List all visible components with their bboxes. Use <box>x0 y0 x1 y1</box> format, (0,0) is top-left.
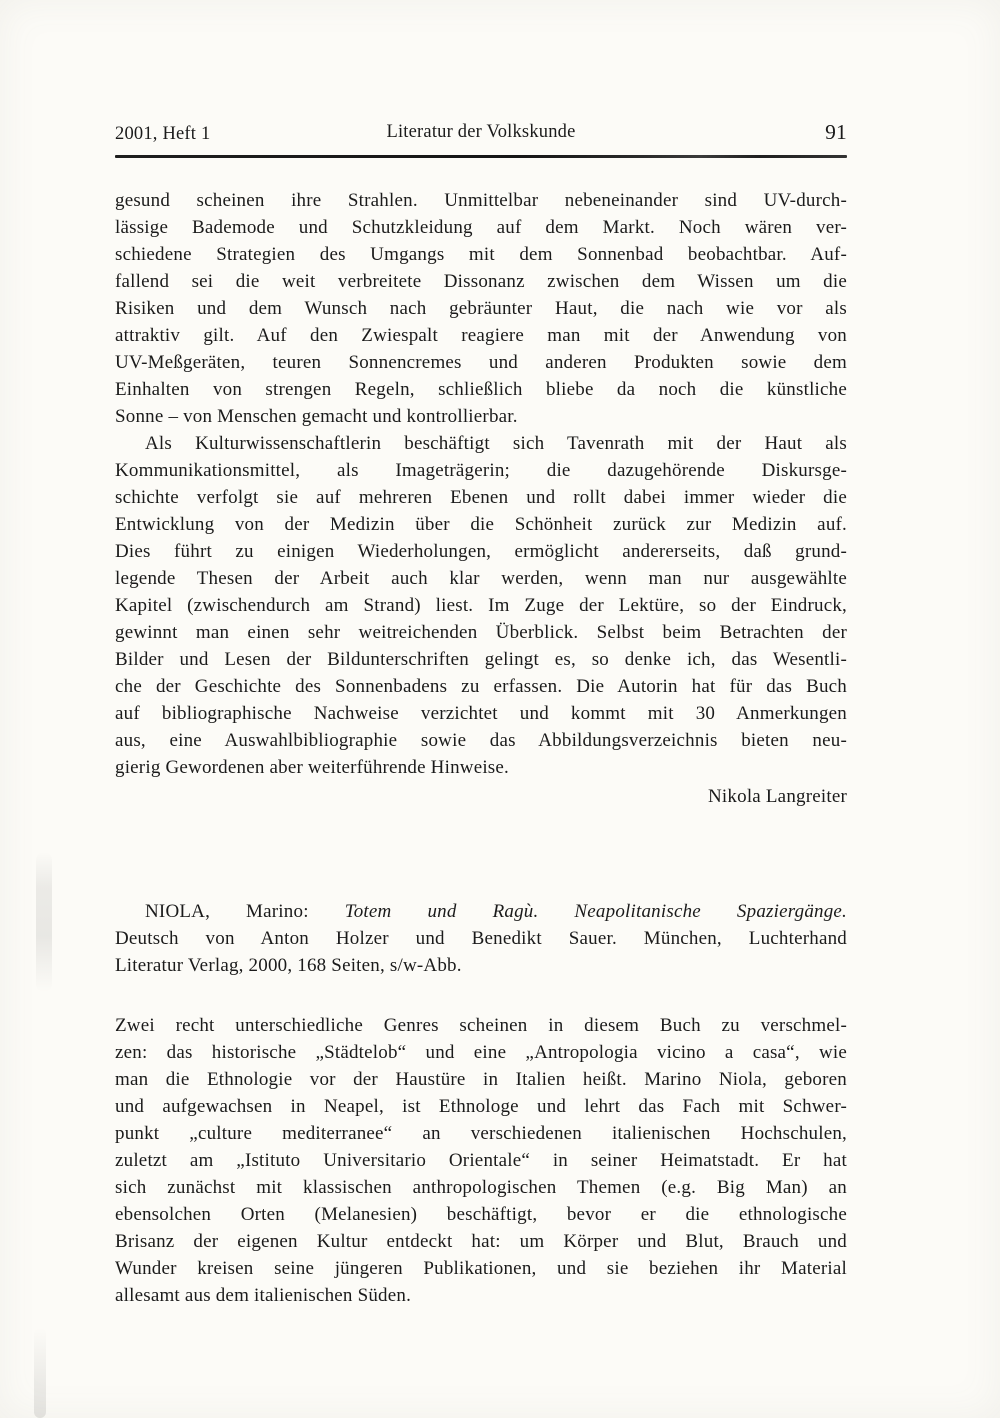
book-title-italic: Totem und Ragù. Neapolitanische Spaziergänge. <box>344 901 847 922</box>
text-line: zuletzt am „Istituto Universitario Orientale“ in seiner Heimatstadt. Er hat <box>115 1150 847 1171</box>
text-line: Zwei recht unterschiedliche Genres scheinen in diesem Buch zu verschmel- <box>115 1015 847 1036</box>
text-line: fallend sei die weit verbreitete Dissonanz zwischen dem Wissen um die <box>115 271 847 292</box>
text-line: Deutsch von Anton Holzer und Benedikt Sauer. München, Luchterhand <box>115 928 847 949</box>
text-line: attraktiv gilt. Auf den Zwiespalt reagiere man mit der Anwendung von <box>115 325 847 346</box>
reviewer-signature: Nikola Langreiter <box>708 786 847 807</box>
text-segment: NIOLA, Marino: <box>145 901 345 922</box>
review-paragraph-continuation <box>115 187 847 430</box>
text-line: legende Thesen der Arbeit auch klar werden, wenn man nur ausgewählte <box>115 568 847 589</box>
text-line: Entwicklung von der Medizin über die Schönheit zurück zur Medizin auf. <box>115 514 847 535</box>
text-line: schichte verfolgt sie auf mehreren Ebenen und rollt dabei immer wieder die <box>115 487 847 508</box>
text-line: aus, eine Auswahlbibliographie sowie das Abbildungsverzeichnis bieten neu- <box>115 730 847 751</box>
text-line: gesund scheinen ihre Strahlen. Unmittelbar nebeneinander sind UV-durch- <box>115 190 847 211</box>
text-line: Als Kulturwissenschaftlerin beschäftigt sich Tavenrath mit der Haut als <box>145 433 847 454</box>
text-line: sich zunächst mit klassischen anthropologischen Themen (e.g. Big Man) an <box>115 1177 847 1198</box>
text-line: punkt „culture mediterranee“ an verschiedenen italienischen Hochschulen, <box>115 1123 847 1144</box>
text-line: schiedene Strategien des Umgangs mit dem Sonnenbad beobachtbar. Auf- <box>115 244 847 265</box>
text-line: UV-Meßgeräten, teuren Sonnencremes und anderen Produkten sowie dem <box>115 352 847 373</box>
text-line: allesamt aus dem italienischen Süden. <box>115 1285 412 1306</box>
text-line <box>115 898 847 925</box>
review-paragraph <box>115 1012 847 1309</box>
book-citation <box>115 898 847 979</box>
scan-artifact <box>34 1328 46 1418</box>
page-header <box>115 120 847 146</box>
text-line: zen: das historische „Städtelob“ und eine „Antropologia vicino a casa“, wie <box>115 1042 847 1063</box>
text-line: Bilder und Lesen der Bildunterschriften gelingt es, so denke ich, das Wesentli- <box>115 649 847 670</box>
journal-issue: 2001, Heft 1 <box>115 124 211 144</box>
text-line: Kapitel (zwischendurch am Strand) liest. Im Zuge der Lektüre, so der Eindruck, <box>115 595 847 616</box>
text-line: Wunder kreisen seine jüngeren Publikationen, und sie beziehen ihr Material <box>115 1258 847 1279</box>
text-line: man die Ethnologie vor der Haustüre in Italien heißt. Marino Niola, geboren <box>115 1069 847 1090</box>
text-line: gierig Gewordenen aber weiterführende Hinweise. <box>115 757 509 778</box>
text-line: Literatur Verlag, 2000, 168 Seiten, s/w-Abb. <box>115 955 462 976</box>
text-line: auf bibliographische Nachweise verzichtet und kommt mit 30 Anmerkungen <box>115 703 847 724</box>
scan-artifact <box>36 852 52 992</box>
journal-section-title: Literatur der Volkskunde <box>386 122 576 142</box>
text-line: Sonne – von Menschen gemacht und kontrollierbar. <box>115 406 518 427</box>
text-line: Kommunikationsmittel, als Imageträgerin; die dazugehörende Diskursge- <box>115 460 847 481</box>
text-line: Dies führt zu einigen Wiederholungen, ermöglicht andererseits, daß grund- <box>115 541 847 562</box>
text-line: ebensolchen Orten (Melanesien) beschäftigt, bevor er die ethnologische <box>115 1204 847 1225</box>
text-line: lässige Bademode und Schutzkleidung auf dem Markt. Noch wären ver- <box>115 217 847 238</box>
text-line: und aufgewachsen in Neapel, ist Ethnologe und lehrt das Fach mit Schwer- <box>115 1096 847 1117</box>
header-rule <box>115 155 847 158</box>
text-line: Risiken und dem Wunsch nach gebräunter Haut, die nach wie vor als <box>115 298 847 319</box>
review-paragraph <box>115 430 847 781</box>
page-body <box>115 187 847 1309</box>
text-line: che der Geschichte des Sonnenbadens zu erfassen. Die Autorin hat für das Buch <box>115 676 847 697</box>
text-line: Einhalten von strengen Regeln, schließlich bliebe da noch die künstliche <box>115 379 847 400</box>
page-number: 91 <box>825 120 847 144</box>
text-line: gewinnt man einen sehr weitreichenden Überblick. Selbst beim Betrachten der <box>115 622 847 643</box>
page-content <box>115 120 847 1309</box>
text-line: Brisanz der eigenen Kultur entdeckt hat: um Körper und Blut, Brauch und <box>115 1231 847 1252</box>
